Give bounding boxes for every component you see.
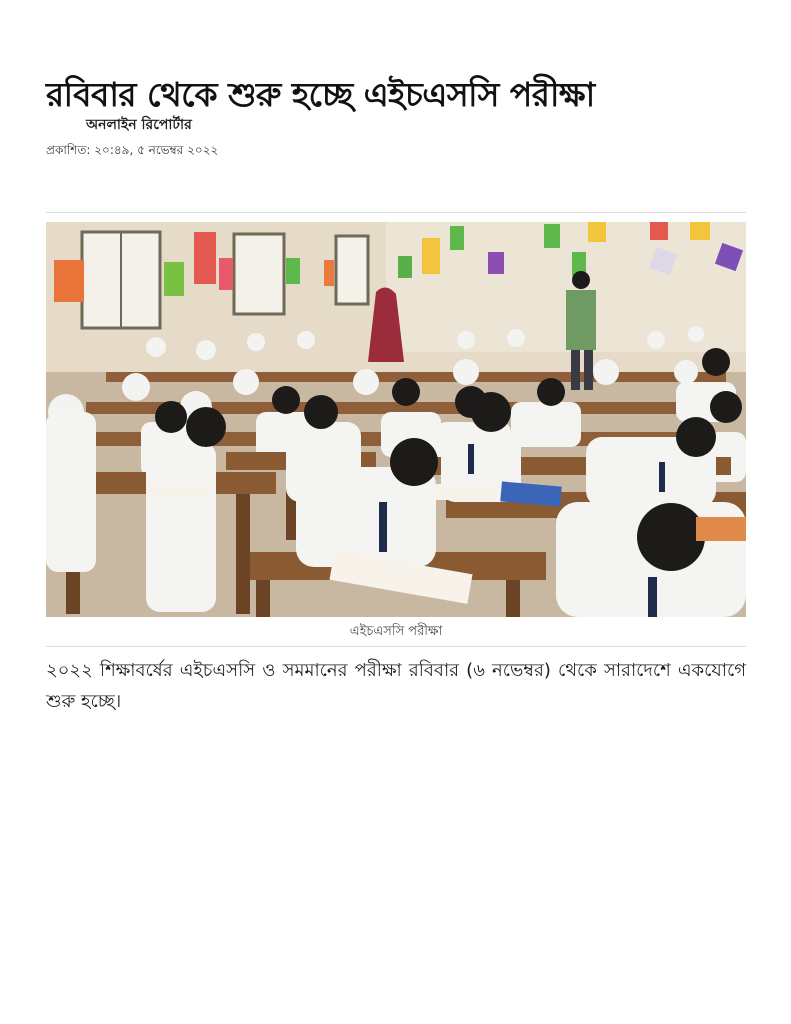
published-date: প্রকাশিত: ২০:৪৯, ৫ নভেম্বর ২০২২	[46, 143, 219, 157]
author-name[interactable]: অনলাইন রিপোর্টার	[86, 117, 192, 133]
article-photo[interactable]	[46, 222, 746, 617]
exam-hall-photo	[46, 222, 746, 617]
divider	[46, 646, 746, 647]
divider	[46, 212, 746, 213]
image-caption: এইচএসসি পরীক্ষা	[349, 624, 443, 639]
article-body: ২০২২ শিক্ষাবর্ষের এইচএসসি ও সমমানের পরীক্ষা রবিবার (৬ নভেম্বর) থেকে সারাদেশে একযোগে শুরু হচ্ছে।	[46, 660, 746, 712]
headline: রবিবার থেকে শুরু হচ্ছে এইচএসসি পরীক্ষা	[46, 75, 595, 115]
